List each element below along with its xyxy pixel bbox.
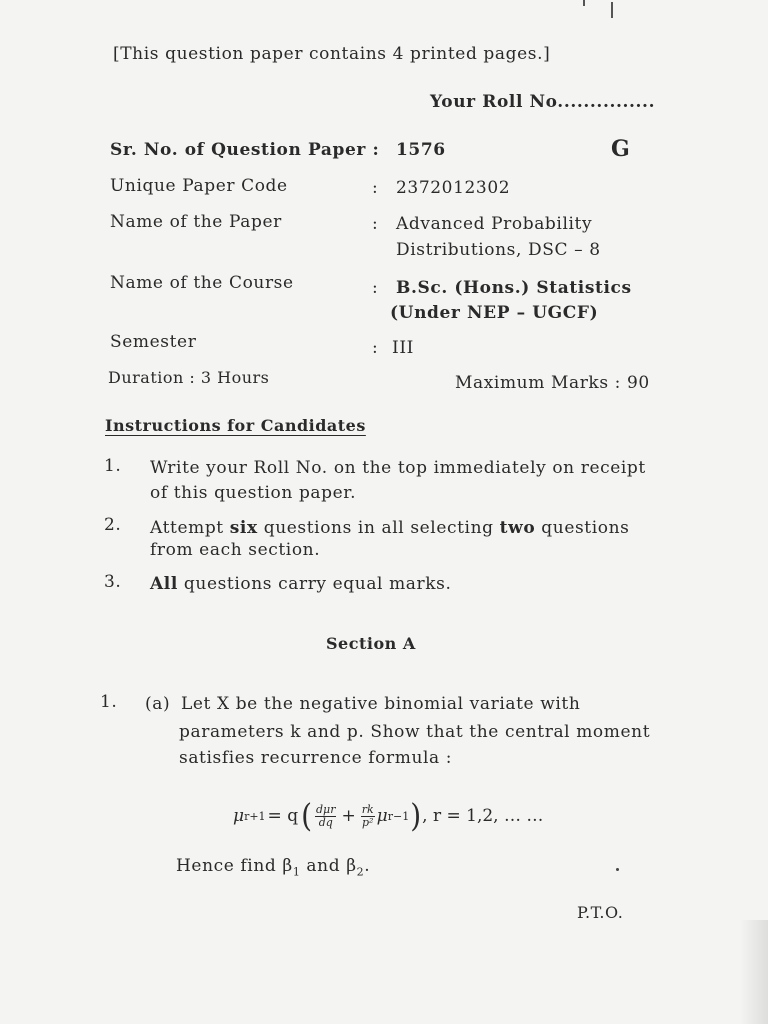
formula-subscript: r−1 bbox=[387, 809, 410, 823]
instruction-text: questions bbox=[535, 518, 630, 538]
maximum-marks: Maximum Marks : 90 bbox=[455, 373, 650, 393]
formula-mu: μ bbox=[376, 806, 388, 826]
scan-edge-shadow bbox=[740, 920, 768, 1024]
course-name-value-line1: B.Sc. (Hons.) Statistics bbox=[396, 278, 632, 298]
beta-subscript: 2 bbox=[356, 865, 365, 879]
question-hence bbox=[176, 856, 370, 878]
detail-colon: : bbox=[372, 278, 379, 298]
paper-name-label: Name of the Paper bbox=[110, 212, 282, 232]
formula-fraction bbox=[315, 804, 336, 829]
scan-dot bbox=[616, 868, 619, 871]
formula-tail: , r = 1,2, … … bbox=[422, 806, 544, 826]
question-number: 1. bbox=[100, 692, 118, 712]
instruction-text: questions carry equal marks. bbox=[177, 574, 452, 594]
instruction-number: 3. bbox=[104, 572, 122, 592]
fraction-numerator: dμr bbox=[316, 802, 336, 816]
instruction-emphasis: All bbox=[150, 574, 178, 594]
formula-right-paren: ) bbox=[410, 796, 422, 835]
roll-number-field: Your Roll No............... bbox=[430, 92, 656, 112]
instruction-1-line2: of this question paper. bbox=[150, 483, 357, 503]
duration: Duration : 3 Hours bbox=[108, 368, 270, 387]
beta-subscript: 1 bbox=[292, 865, 301, 879]
paper-name-value-line2: Distributions, DSC – 8 bbox=[396, 240, 601, 260]
instruction-emphasis: six bbox=[229, 518, 258, 538]
formula-plus: + bbox=[341, 806, 356, 826]
course-name-value-line2: (Under NEP – UGCF) bbox=[390, 303, 599, 323]
hence-text: . bbox=[364, 856, 371, 876]
detail-colon: : bbox=[372, 214, 379, 234]
fraction-denominator: p² bbox=[361, 815, 374, 829]
semester-value: III bbox=[392, 338, 414, 358]
formula-subscript: r+1 bbox=[244, 809, 266, 823]
instruction-number: 1. bbox=[104, 456, 122, 476]
paper-set: G bbox=[611, 136, 630, 162]
scan-mark bbox=[583, 0, 585, 6]
formula-equals: = q bbox=[267, 806, 299, 826]
semester-label: Semester bbox=[110, 332, 197, 352]
sr-no-label: Sr. No. of Question Paper : bbox=[110, 140, 380, 160]
instructions-heading: Instructions for Candidates bbox=[105, 416, 366, 435]
instruction-3-line1 bbox=[150, 574, 452, 594]
instruction-text: questions in all selecting bbox=[257, 518, 500, 538]
unique-paper-code-value: 2372012302 bbox=[396, 178, 511, 198]
instruction-2-line1 bbox=[150, 518, 629, 538]
instruction-1-line1: Write your Roll No. on the top immediately on receipt bbox=[150, 458, 646, 478]
section-heading: Section A bbox=[326, 634, 416, 653]
question-line1: Let X be the negative binomial variate with bbox=[181, 694, 581, 714]
fraction-numerator: rk bbox=[361, 802, 374, 816]
formula-fraction bbox=[361, 804, 375, 829]
fraction-denominator: dq bbox=[318, 815, 333, 829]
scan-mark bbox=[611, 2, 613, 18]
instruction-text: Attempt bbox=[150, 518, 230, 538]
course-name-label: Name of the Course bbox=[110, 273, 294, 293]
pto-footer: P.T.O. bbox=[577, 903, 624, 922]
formula-mu: μ bbox=[233, 806, 245, 826]
sr-no-value: 1576 bbox=[396, 140, 446, 160]
instruction-emphasis: two bbox=[499, 518, 536, 538]
recurrence-formula bbox=[233, 796, 544, 835]
header-note: [This question paper contains 4 printed pages.] bbox=[113, 44, 551, 64]
hence-text: Hence find β bbox=[176, 856, 293, 876]
question-line3: satisfies recurrence formula : bbox=[179, 748, 453, 768]
detail-colon: : bbox=[372, 178, 379, 198]
instruction-number: 2. bbox=[104, 515, 122, 535]
question-part: (a) bbox=[145, 694, 171, 714]
hence-text: and β bbox=[300, 856, 357, 876]
formula-left-paren: ( bbox=[301, 796, 313, 835]
instruction-2-line2: from each section. bbox=[150, 540, 321, 560]
detail-colon: : bbox=[372, 338, 379, 358]
paper-name-value-line1: Advanced Probability bbox=[396, 214, 593, 234]
question-line2: parameters k and p. Show that the central moment bbox=[179, 722, 651, 742]
unique-paper-code-label: Unique Paper Code bbox=[110, 176, 288, 196]
